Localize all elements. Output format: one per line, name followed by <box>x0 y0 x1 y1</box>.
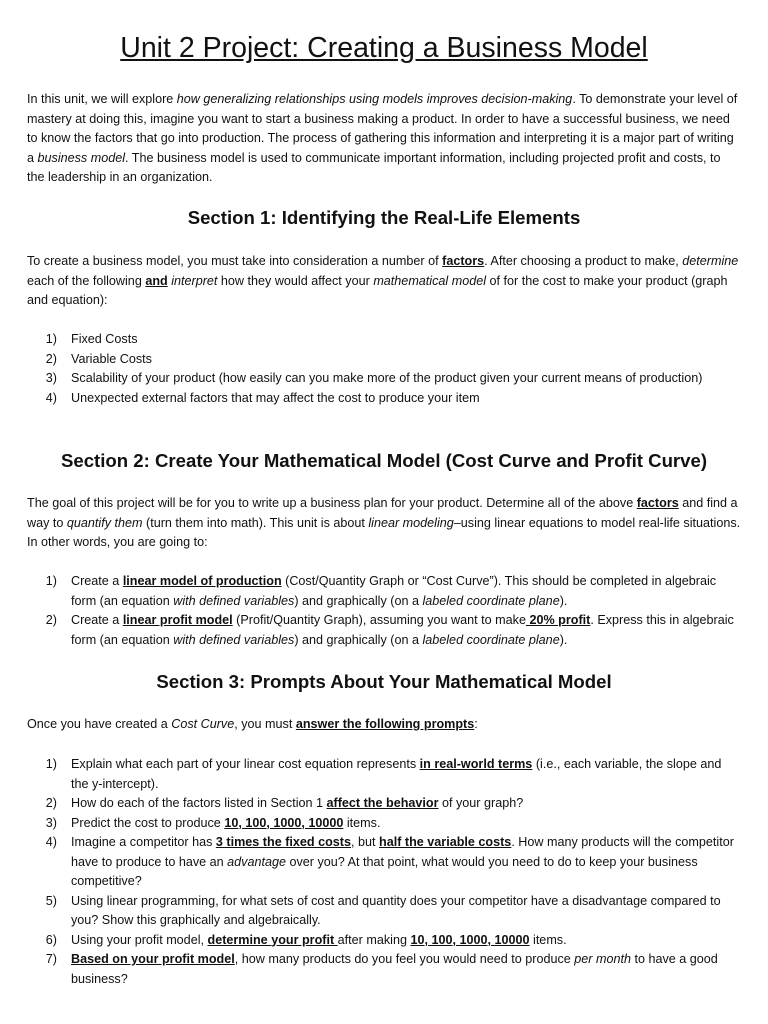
text-run: Scalability of your product (how easily can you make more of the product given your current means of production) <box>71 371 703 385</box>
text-run: Once you have created a <box>27 717 172 731</box>
text-run: Using linear programming, for what sets of cost and quantity does your competitor have a disadvantage compared to you? Show this graphically and algebraically. <box>71 893 721 927</box>
emphasized-text: affect the behavior <box>326 796 439 810</box>
list-item-number: 1) <box>45 332 57 346</box>
list-item <box>27 950 741 989</box>
emphasized-text: determine your profit <box>207 932 338 947</box>
list-item-number: 1) <box>45 574 57 588</box>
list-item-number: 4) <box>45 835 57 849</box>
emphasized-text: 20% profit <box>525 613 591 627</box>
section-3-list <box>27 755 741 989</box>
emphasized-text: 10, 100, 1000, 10000 <box>410 932 530 947</box>
list-item <box>27 389 741 409</box>
emphasized-text: answer the following prompts <box>295 717 475 731</box>
list-item-number: 2) <box>45 796 57 810</box>
list-item <box>27 755 741 794</box>
list-item-number: 1) <box>45 757 57 771</box>
text-run: each of the following <box>27 273 146 288</box>
section-2-paragraph <box>27 494 741 553</box>
text-run: ) and graphically (on a <box>294 593 423 608</box>
section-3-heading: Section 3: Prompts About Your Mathematical Model <box>156 671 612 692</box>
list-item-number: 2) <box>45 351 57 366</box>
italic-text: Cost Curve <box>171 717 235 731</box>
section-1-paragraph <box>27 252 741 311</box>
text-run: Variable Costs <box>71 351 152 366</box>
list-item-number: 2) <box>45 613 57 627</box>
text-run: –using linear equations to model real-life situations. In other words, you are going to: <box>27 515 741 549</box>
section-2-heading: Section 2: Create Your Mathematical Model (Cost Curve and Profit Curve) <box>60 450 708 471</box>
text-run: after making <box>337 932 411 947</box>
text-run: Unexpected external factors that may affect the cost to produce your item <box>71 390 480 405</box>
list-item <box>27 330 741 350</box>
italic-text: with defined variables <box>173 632 295 647</box>
emphasized-text: Based on your profit model <box>71 952 235 966</box>
text-run: . Express this in algebraic form (an equation <box>71 613 734 647</box>
text-run: (Cost/Quantity Graph or “Cost Curve”). This should be completed in algebraic form (an equation <box>71 574 717 608</box>
text-run: Imagine a competitor has <box>71 835 216 849</box>
list-item <box>27 794 741 814</box>
list-item <box>27 814 741 834</box>
text-run: (Profit/Quantity Graph), assuming you want to make <box>232 613 526 627</box>
italic-text: mathematical model <box>373 273 487 288</box>
list-item-number: 3) <box>45 815 57 830</box>
list-item <box>27 369 741 389</box>
section-3-paragraph <box>27 715 741 735</box>
section-2-list <box>27 572 741 650</box>
text-run: Predict the cost to produce <box>71 815 225 830</box>
italic-text: labeled coordinate plane <box>422 632 560 647</box>
text-run: Explain what each part of your linear cost equation represents <box>71 757 420 771</box>
text-run: In this unit, we will explore <box>27 92 177 106</box>
list-item <box>27 611 741 650</box>
italic-text: per month <box>574 952 631 966</box>
list-item <box>27 833 741 892</box>
text-run: The goal of this project will be for you to write up a business plan for your product. Determine all of the above <box>27 496 637 510</box>
text-run: how they would affect your <box>217 273 374 288</box>
emphasized-text: linear model of production <box>122 574 282 588</box>
text-run: of for the cost to make your product (graph and equation): <box>27 273 728 307</box>
text-run: ) and graphically (on a <box>294 632 423 647</box>
list-item-number: 7) <box>45 952 57 966</box>
section-1-heading: Section 1: Identifying the Real-Life Elements <box>187 207 581 228</box>
italic-text: how generalizing relationships using models improves decision-making <box>176 92 573 106</box>
list-item-number: 5) <box>45 893 57 908</box>
list-item <box>27 931 741 951</box>
emphasized-text: 10, 100, 1000, 10000 <box>224 815 344 830</box>
text-run: to have a good business? <box>71 952 718 986</box>
emphasized-text: factors <box>636 496 679 510</box>
text-run: Using your profit model, <box>71 932 208 947</box>
text-run: items. <box>343 815 381 830</box>
text-run: , how many products do you feel you would need to produce <box>234 952 575 966</box>
emphasized-text: 3 times the fixed costs <box>215 835 351 849</box>
italic-text: linear modeling <box>368 515 454 530</box>
emphasized-text: linear profit model <box>122 613 233 627</box>
italic-text: quantify them <box>66 515 143 530</box>
list-item <box>27 350 741 370</box>
italic-text: labeled coordinate plane <box>422 593 560 608</box>
text-run: , you must <box>234 717 296 731</box>
emphasized-text: half the variable costs <box>379 835 512 849</box>
text-run: (i.e., each variable, the slope and the y-intercept). <box>71 757 722 791</box>
italic-text: with defined variables <box>173 593 295 608</box>
text-run: How do each of the factors listed in Section 1 <box>71 796 327 810</box>
italic-text: interpret <box>171 273 218 288</box>
text-run: , but <box>351 835 380 849</box>
text-run: Fixed Costs <box>71 332 138 346</box>
list-item <box>27 892 741 931</box>
text-run: Create a <box>71 574 123 588</box>
text-run: : <box>474 717 478 731</box>
emphasized-text: in real-world terms <box>419 757 533 771</box>
text-run: and find a way to <box>27 496 738 530</box>
text-run: of your graph? <box>438 796 524 810</box>
list-item-number: 3) <box>45 371 57 385</box>
italic-text: advantage <box>227 854 286 869</box>
italic-text: business model <box>37 150 126 165</box>
text-run: . The business model is used to communicate important information, including projected profit and costs, to the leadership in an organization. <box>27 150 721 184</box>
text-run: . After choosing a product to make, <box>484 254 683 268</box>
text-run: To create a business model, you must take into consideration a number of <box>27 254 443 268</box>
text-run: over you? At that point, what would you need to do to keep your business competitive? <box>71 854 698 888</box>
text-run: ). <box>559 593 568 608</box>
list-item <box>27 572 741 611</box>
text-run: Create a <box>71 613 123 627</box>
text-run: items. <box>529 932 567 947</box>
list-item-number: 6) <box>45 932 57 947</box>
text-run: . To demonstrate your level of mastery at doing this, imagine you want to start a business making a product. In order to have a successful business, we need to know the factors that go into production. The process of gathering this information and interpreting it is a major part of writing a <box>27 92 738 165</box>
section-1-list <box>27 330 741 408</box>
text-run: (turn them into math). This unit is about <box>142 515 369 530</box>
text-run: . How many products will the competitor have to produce to have an <box>71 835 734 869</box>
italic-text: determine <box>682 254 739 268</box>
intro-paragraph <box>27 90 741 188</box>
list-item-number: 4) <box>45 390 57 405</box>
text-run: ). <box>559 632 568 647</box>
emphasized-text: factors <box>442 254 485 268</box>
emphasized-text: and <box>145 273 168 288</box>
page-title: Unit 2 Project: Creating a Business Model <box>120 32 648 64</box>
